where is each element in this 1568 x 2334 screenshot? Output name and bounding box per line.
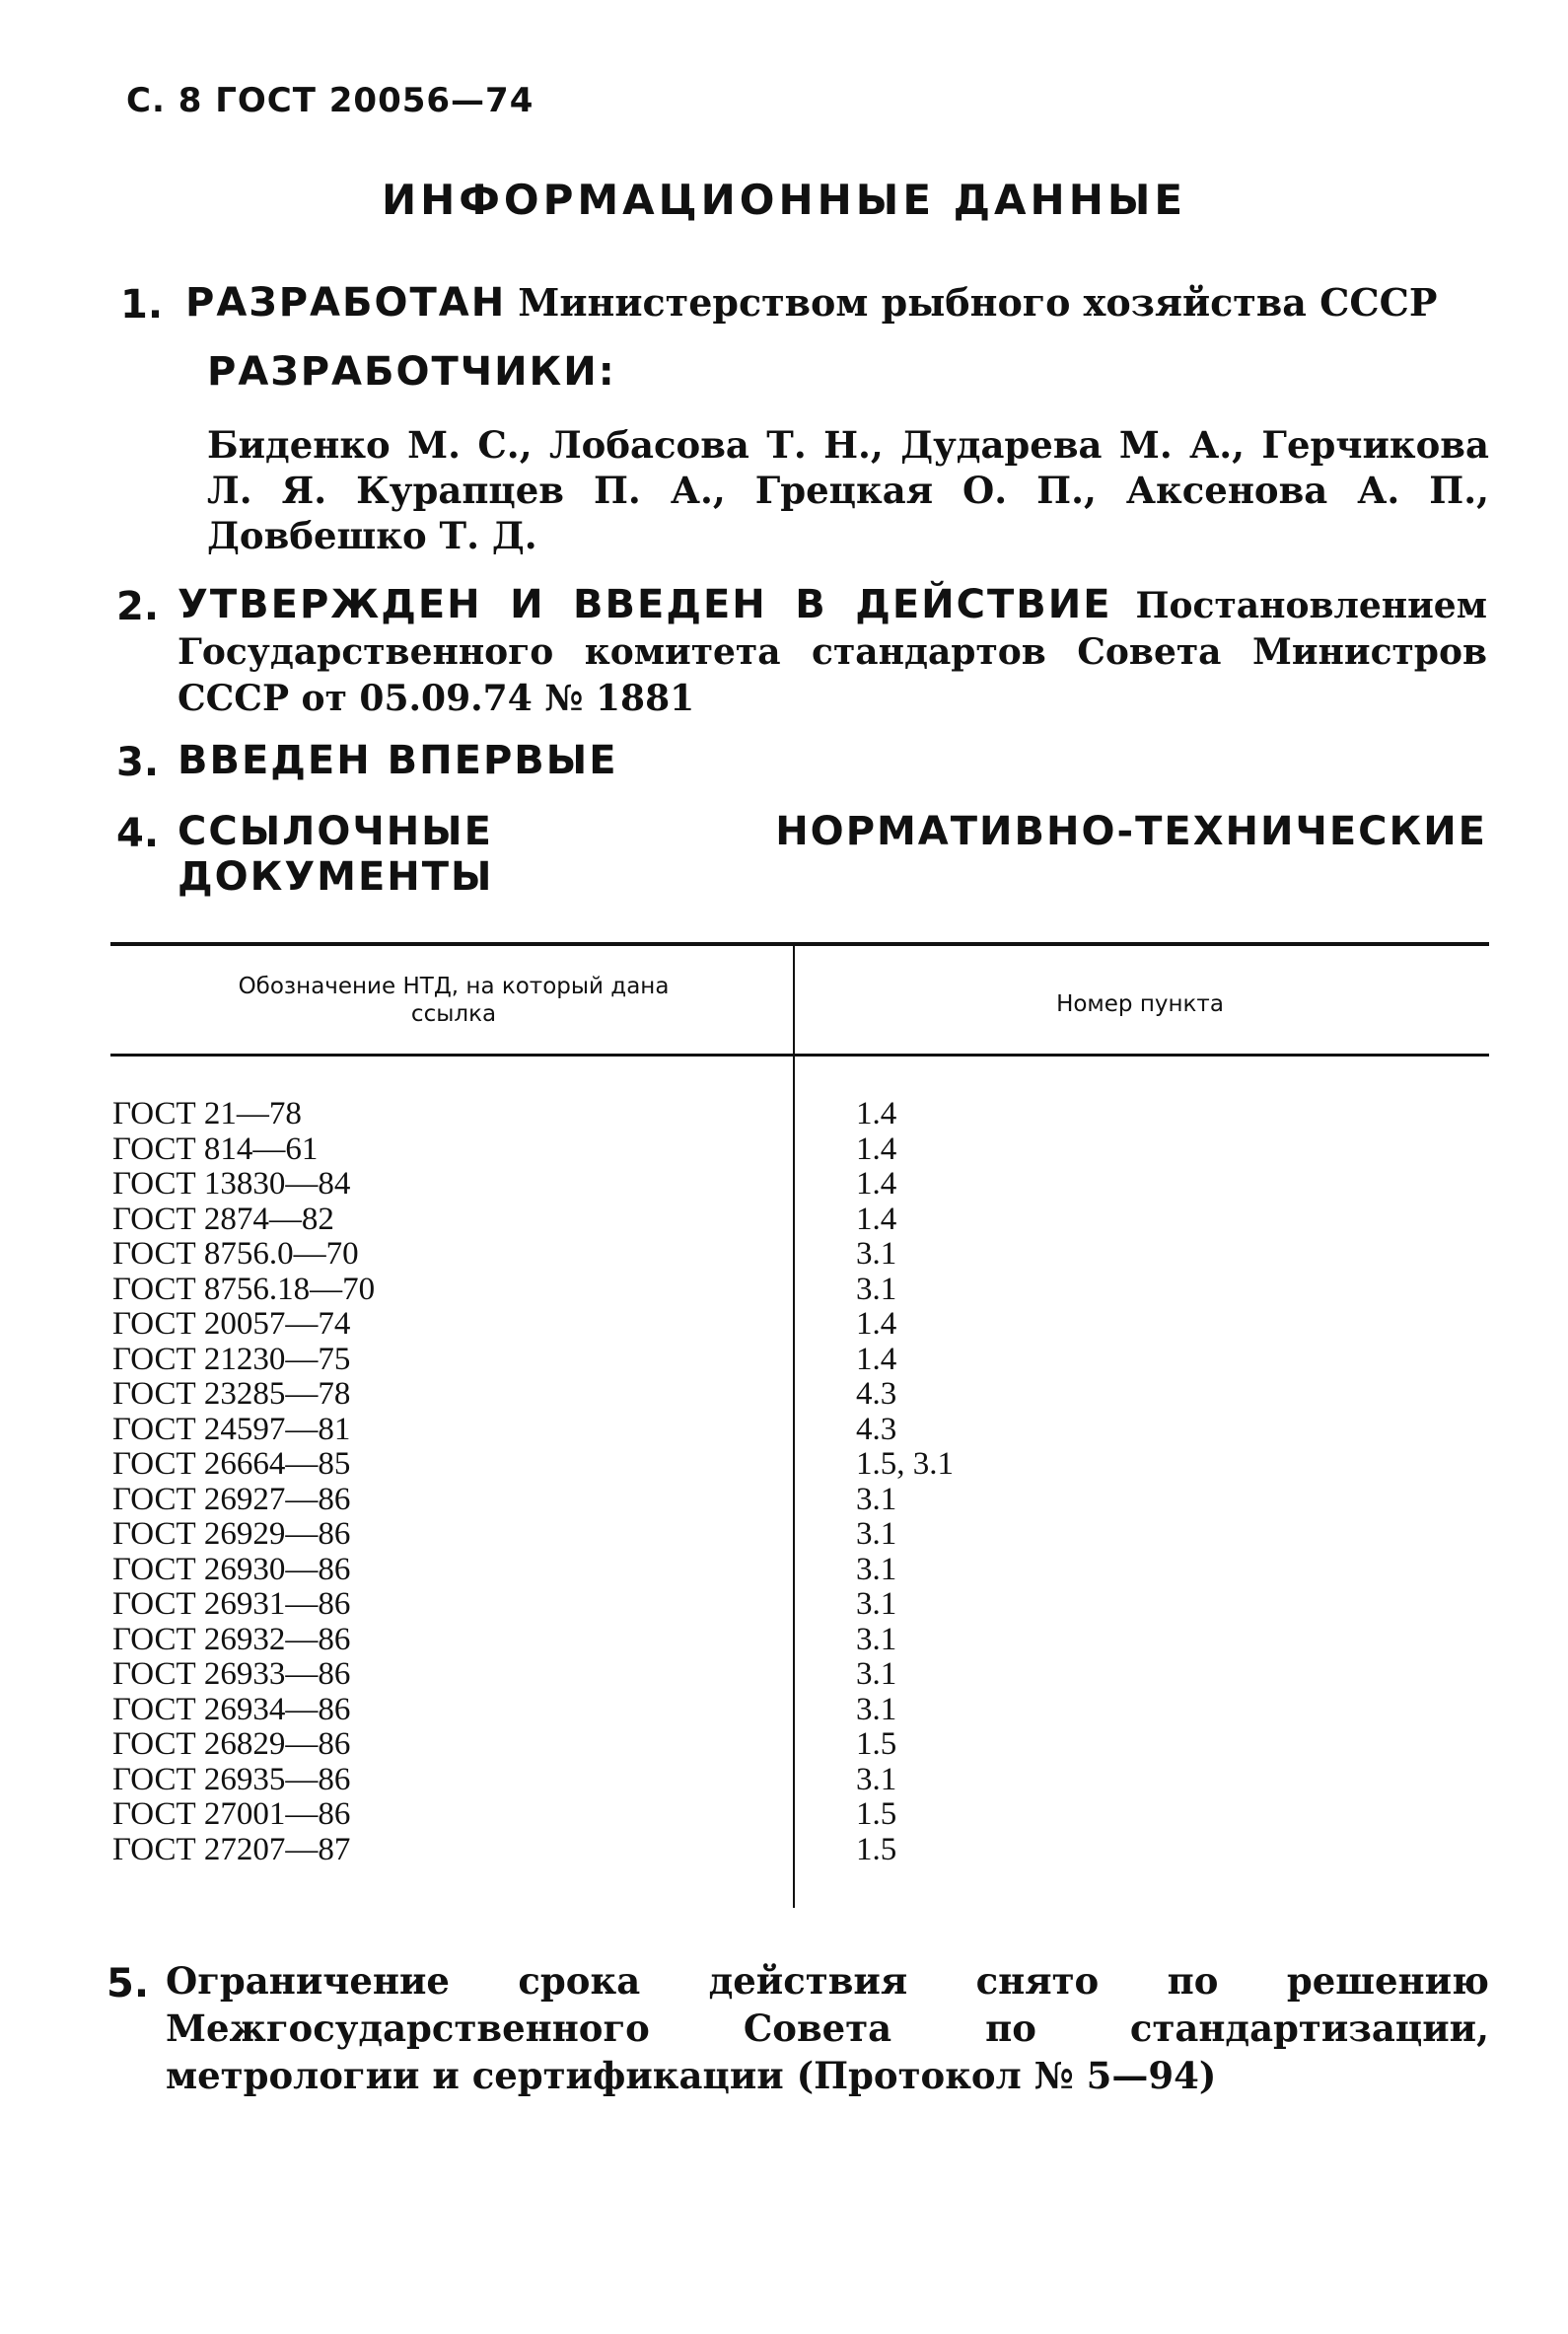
section-3-number: 3. [116, 740, 160, 785]
table-row-designation: ГОСТ 26929—86 [112, 1516, 351, 1552]
table-row-designation: ГОСТ 20057—74 [112, 1306, 351, 1342]
section-5-number: 5. [107, 1961, 150, 2006]
table-row-designation: ГОСТ 26829—86 [112, 1726, 351, 1762]
table-row-designation: ГОСТ 26934—86 [112, 1691, 351, 1727]
table-row-designation: ГОСТ 8756.0—70 [112, 1236, 359, 1272]
table-row-item-number: 3.1 [856, 1621, 897, 1657]
table-column-item-number [856, 1097, 954, 1867]
table-row-designation: ГОСТ 26927—86 [112, 1481, 351, 1517]
table-row-item-number: 4.3 [856, 1376, 897, 1412]
section-1-text: Министерством рыбного хозяйства СССР [518, 280, 1438, 325]
section-4-heading: ССЫЛОЧНЫЕ НОРМАТИВНО-ТЕХНИЧЕСКИЕ ДОКУМЕНТЫ [178, 809, 1487, 900]
section-2-text: Постановлением Государственного комитета стандартов Совета Министров СССР от 05.09.74 № 1881 [178, 585, 1487, 719]
table-row-designation: ГОСТ 814—61 [112, 1131, 319, 1167]
section-4-number: 4. [116, 811, 160, 856]
table-row-item-number: 3.1 [856, 1691, 897, 1727]
table-row-designation: ГОСТ 26933—86 [112, 1656, 351, 1692]
section-3-heading: ВВЕДЕН ВПЕРВЫЕ [178, 738, 618, 783]
table-row-designation: ГОСТ 21—78 [112, 1096, 302, 1131]
section-1-line [185, 280, 1487, 326]
table-row-item-number: 3.1 [856, 1516, 897, 1552]
table-row-designation: ГОСТ 26931—86 [112, 1586, 351, 1622]
table-top-rule [110, 942, 1489, 946]
table-row-item-number: 1.4 [856, 1166, 897, 1202]
table-row-designation: ГОСТ 2874—82 [112, 1201, 334, 1237]
section-1-heading: РАЗРАБОТАН [185, 280, 507, 326]
table-row-item-number: 3.1 [856, 1586, 897, 1622]
table-row-item-number: 1.5 [856, 1796, 897, 1832]
section-2-heading: УТВЕРЖДЕН И ВВЕДЕН В ДЕЙСТВИЕ [178, 582, 1112, 627]
table-row-designation: ГОСТ 23285—78 [112, 1376, 351, 1412]
table-row-item-number: 1.5 [856, 1831, 897, 1867]
table-row-item-number: 1.5, 3.1 [856, 1446, 954, 1482]
page-header: С. 8 ГОСТ 20056—74 [126, 81, 535, 120]
section-1-number: 1. [120, 282, 164, 328]
table-row-item-number: 1.4 [856, 1341, 897, 1377]
table-row-designation: ГОСТ 26930—86 [112, 1551, 351, 1587]
table-header-designation: Обозначение НТД, на который дана ссылка [238, 974, 670, 1027]
table-row-item-number: 3.1 [856, 1236, 897, 1272]
table-row-item-number: 1.4 [856, 1096, 897, 1131]
table-row-item-number: 1.4 [856, 1201, 897, 1237]
page-title: ИНФОРМАЦИОННЫЕ ДАННЫЕ [381, 176, 1187, 224]
developers-label: РАЗРАБОТЧИКИ: [207, 349, 616, 395]
table-row-designation: ГОСТ 26932—86 [112, 1621, 351, 1657]
section-5-text: Ограничение срока действия снято по решению Межгосударственного Совета по стандартизации, метрологии и сертификации (Протокол № 5—94) [166, 1959, 1489, 2097]
table-column-divider [793, 946, 795, 1908]
table-row-designation: ГОСТ 24597—81 [112, 1411, 351, 1447]
table-row-designation: ГОСТ 26935—86 [112, 1761, 351, 1797]
table-row-item-number: 3.1 [856, 1551, 897, 1587]
table-row-designation: ГОСТ 27001—86 [112, 1796, 351, 1832]
table-header-rule [110, 1054, 1489, 1057]
table-row-item-number: 3.1 [856, 1761, 897, 1797]
table-row-designation: ГОСТ 8756.18—70 [112, 1271, 376, 1307]
table-header-item-number: Номер пункта [1056, 991, 1224, 1017]
table-row-designation: ГОСТ 13830—84 [112, 1166, 351, 1202]
developers-list: Биденко М. С., Лобасова Т. Н., Дударева М. А., Герчикова Л. Я. Курапцев П. А., Грецкая О. П., Аксенова А. П., Довбешко Т. Д. [207, 423, 1489, 557]
table-row-item-number: 3.1 [856, 1481, 897, 1517]
table-row-item-number: 3.1 [856, 1271, 897, 1307]
table-row-item-number: 3.1 [856, 1656, 897, 1692]
table-column-designation [112, 1097, 375, 1867]
table-row-item-number: 4.3 [856, 1411, 897, 1447]
table-row-designation: ГОСТ 27207—87 [112, 1831, 351, 1867]
table-row-item-number: 1.4 [856, 1131, 897, 1167]
section-2-paragraph [178, 582, 1487, 722]
table-row-designation: ГОСТ 21230—75 [112, 1341, 351, 1377]
table-row-item-number: 1.5 [856, 1726, 897, 1762]
table-row-item-number: 1.4 [856, 1306, 897, 1342]
section-2-number: 2. [116, 584, 160, 629]
table-row-designation: ГОСТ 26664—85 [112, 1446, 351, 1482]
